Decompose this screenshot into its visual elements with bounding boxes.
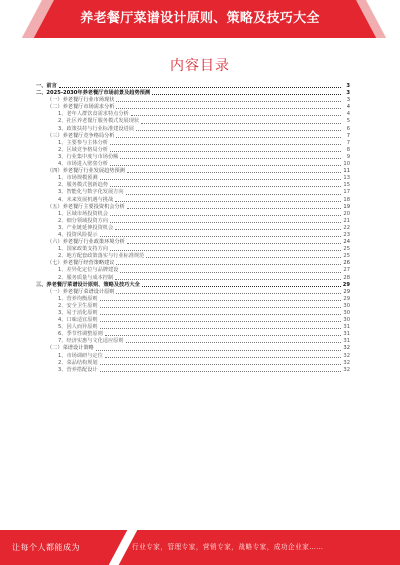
toc-entry-title: 3、政策扶持与行业标准建设进展 <box>58 125 134 132</box>
toc-leader-dots <box>100 328 341 329</box>
toc-entry-page: 29 <box>342 281 350 288</box>
toc-entry-page: 4 <box>346 111 350 118</box>
toc-entry-title: 2、服务质量与成本控制 <box>58 274 114 281</box>
footer-slogan: 让每个人都能成为 <box>12 543 80 552</box>
toc-entry-page: 10 <box>343 161 350 168</box>
toc-entry[interactable] <box>36 267 350 274</box>
toc-entry-page: 3 <box>346 83 350 89</box>
toc-leader-dots <box>115 229 341 230</box>
toc-entry-page: 24 <box>343 239 350 246</box>
toc-entry-page: 19 <box>343 203 350 210</box>
toc-entry-title: 2、细分领域投资方向 <box>58 217 108 224</box>
toc-heading: 内容目录 <box>170 58 230 74</box>
toc-entry-page: 31 <box>343 338 350 345</box>
toc-entry[interactable] <box>36 218 350 225</box>
toc-entry-page: 32 <box>343 359 350 366</box>
toc-entry-title: 1、营养均衡原则 <box>58 295 98 302</box>
toc-entry[interactable] <box>36 118 350 125</box>
toc-entry[interactable] <box>36 275 350 282</box>
toc-leader-dots <box>126 342 341 343</box>
toc-entry-page: 31 <box>343 324 350 331</box>
toc-entry-page: 29 <box>343 288 350 295</box>
toc-entry-page: 31 <box>343 331 350 338</box>
toc-entry-page: 26 <box>343 260 350 267</box>
toc-entry-page: 28 <box>343 274 350 281</box>
toc-entry-title: 4、投资风险提示 <box>58 231 98 238</box>
toc-leader-dots <box>59 87 341 88</box>
toc-leader-dots <box>110 250 341 251</box>
toc-entry-page: 6 <box>346 125 350 132</box>
toc-entry-title: 2、地方配套政策落实与行业标准规范 <box>58 253 145 260</box>
toc-entry-title: 3、产业链延伸投资机会 <box>58 224 114 231</box>
toc-entry-page: 7 <box>346 139 350 146</box>
toc-entry-title: 1、国家政策支持方向 <box>58 246 108 253</box>
toc-entry-title: 4、市场进入壁垒分析 <box>58 161 108 168</box>
toc-leader-dots <box>110 165 341 166</box>
toc-entry[interactable] <box>36 197 350 204</box>
toc-leader-dots <box>110 186 341 187</box>
toc-entry-title: 2、服务模式创新趋势 <box>58 182 108 189</box>
toc-entry[interactable] <box>36 133 350 140</box>
toc-leader-dots <box>105 357 341 358</box>
toc-entry-title: 二、2025-2030年养老餐厅市场前景及趋势预测 <box>36 90 151 97</box>
toc-leader-dots <box>110 215 341 216</box>
toc-leader-dots <box>110 151 341 152</box>
toc-leader-dots <box>116 137 341 138</box>
document-title: 养老餐厅菜谱设计原则、策略及技巧大全 <box>80 11 320 26</box>
toc-entry-page: 22 <box>343 224 350 231</box>
toc-entry-page: 21 <box>343 217 350 224</box>
toc-leader-dots <box>120 272 341 273</box>
toc-leader-dots <box>116 108 341 109</box>
toc-entry-page: 32 <box>343 352 350 359</box>
toc-entry-title: 3、行业集中度与市场份额 <box>58 153 119 160</box>
toc-entry-title: 2、菜品结构规划 <box>58 359 98 366</box>
toc-leader-dots <box>131 115 341 116</box>
toc-entry-title: （三）养老餐厅竞争格局分析 <box>47 132 115 139</box>
toc-leader-dots <box>152 94 341 95</box>
toc-entry-page: 7 <box>346 132 350 139</box>
toc-entry-title: 1、主要参与主体分析 <box>58 139 108 146</box>
toc-entry-title: 三、养老餐厅菜谱设计原则、策略及技巧大全 <box>36 281 140 288</box>
toc-entry[interactable] <box>36 147 350 154</box>
toc-entry[interactable] <box>36 289 350 296</box>
toc-entry-title: （二）养老餐厅市场需求分析 <box>47 104 115 111</box>
toc-entry-title: 3、智能化与数字化发展方向 <box>58 189 124 196</box>
toc-entry-title: 1、市场规模预测 <box>58 175 98 182</box>
toc-entry-page: 27 <box>343 267 350 274</box>
toc-entry-title: （一）养老餐厅行业市场现状 <box>47 97 115 104</box>
toc-entry[interactable] <box>36 154 350 161</box>
toc-entry-page: 17 <box>343 189 350 196</box>
toc-entry-page: 5 <box>346 118 350 125</box>
toc-leader-dots <box>116 264 341 265</box>
toc-leader-dots <box>136 130 341 131</box>
toc-leader-dots <box>127 208 341 209</box>
toc-leader-dots <box>100 321 341 322</box>
toc-entry-page: 9 <box>346 153 350 160</box>
toc-leader-dots <box>100 236 341 237</box>
toc-entry-page: 3 <box>346 97 350 104</box>
toc-entry-page: 32 <box>343 345 350 352</box>
toc-entry-title: （四）养老餐厅行业发展趋势预测 <box>47 168 125 175</box>
toc-entry-page: 4 <box>346 104 350 111</box>
toc-entry-page: 30 <box>343 310 350 316</box>
toc-leader-dots <box>120 158 341 159</box>
toc-entry[interactable] <box>36 360 350 367</box>
toc-entry-title: 2、区域竞争格局分析 <box>58 146 108 153</box>
toc-entry-title: 4、口味适宜原则 <box>58 317 98 324</box>
toc-leader-dots <box>127 243 341 244</box>
toc-entry[interactable] <box>36 353 350 360</box>
toc-entry-title: 1、老年人群饮食需求特点分析 <box>58 111 129 118</box>
toc-entry-page: 23 <box>343 231 350 238</box>
toc-entry-title: 一、前言 <box>36 83 57 89</box>
toc-entry-title: （一）养老餐厅菜谱设计原则 <box>47 288 115 295</box>
toc-leader-dots <box>115 279 341 280</box>
toc-leader-dots <box>110 222 341 223</box>
toc-leader-dots <box>100 307 341 308</box>
toc-leader-dots <box>146 257 341 258</box>
toc-entry-title: （六）养老餐厅行业政策环境分析 <box>47 239 125 246</box>
toc-entry[interactable] <box>36 282 350 289</box>
toc-leader-dots <box>100 371 341 372</box>
toc-entry-page: 11 <box>343 168 350 175</box>
toc-entry[interactable] <box>36 204 350 211</box>
toc-leader-dots <box>105 335 341 336</box>
toc-entry-title: 7、经济实惠与文化适应原则 <box>58 338 124 345</box>
toc-leader-dots <box>116 101 341 102</box>
toc-entry[interactable] <box>36 126 350 133</box>
toc-entry-page: 30 <box>343 317 350 324</box>
toc-entry-title: （七）养老餐厅经营策略建议 <box>47 260 115 267</box>
toc-entry-title: （五）养老餐厅主要投资机会分析 <box>47 203 125 210</box>
toc-entry-title: 2、社区养老餐厅服务模式发展现状 <box>58 118 140 125</box>
toc-entry[interactable] <box>36 232 350 239</box>
toc-entry-page: 15 <box>343 182 350 189</box>
toc-leader-dots <box>100 179 341 180</box>
toc-leader-dots <box>127 172 341 173</box>
toc-leader-dots <box>100 300 341 301</box>
toc-entry-title: 3、营养搭配设计 <box>58 366 98 373</box>
toc-entry-title: 1、差异化定位与品牌建设 <box>58 267 119 274</box>
toc-entry[interactable] <box>36 225 350 232</box>
toc-entry-title: 6、季节性调整原则 <box>58 331 103 338</box>
toc-entry[interactable] <box>36 189 350 196</box>
toc-entry[interactable] <box>36 140 350 147</box>
toc-entry-title: 1、区域市场投资机会 <box>58 210 108 217</box>
toc-leader-dots <box>116 293 341 294</box>
toc-entry-page: 25 <box>343 253 350 260</box>
toc-leader-dots <box>100 364 341 365</box>
toc-entry-page: 20 <box>343 210 350 217</box>
toc-leader-dots <box>126 194 341 195</box>
toc-leader-dots <box>100 314 341 315</box>
toc-entry-page: 13 <box>343 175 350 182</box>
toc-leader-dots <box>96 350 341 351</box>
toc-entry-title: 3、易于消化原则 <box>58 310 98 316</box>
table-of-contents <box>36 83 350 374</box>
toc-entry-title: 4、未来发展机遇与挑战 <box>58 196 114 203</box>
toc-entry-title: 5、因人而异原则 <box>58 324 98 331</box>
toc-leader-dots <box>110 144 341 145</box>
page-header <box>0 0 400 40</box>
toc-entry[interactable] <box>36 345 350 352</box>
toc-entry-page: 25 <box>343 246 350 253</box>
toc-entry-page: 32 <box>343 366 350 373</box>
toc-leader-dots <box>142 286 341 287</box>
toc-entry-page: 18 <box>343 196 350 203</box>
footer-tagline: 行业专家，管理专家，营销专家，战略专家，成功企业家…… <box>132 543 324 551</box>
toc-entry[interactable] <box>36 211 350 218</box>
toc-leader-dots <box>115 201 341 202</box>
toc-entry[interactable] <box>36 303 350 310</box>
toc-entry[interactable] <box>36 367 350 374</box>
toc-entry[interactable] <box>36 296 350 303</box>
toc-entry-page: 29 <box>343 295 350 302</box>
toc-entry-page: 8 <box>346 146 350 153</box>
toc-entry-page: 3 <box>346 90 350 97</box>
toc-entry-title: （二）菜谱设计策略 <box>47 345 94 352</box>
toc-entry-title: 1、市场调研与定位 <box>58 352 103 359</box>
toc-entry-title: 2、安全卫生原则 <box>58 302 98 309</box>
toc-entry-page: 30 <box>343 302 350 309</box>
page-footer <box>0 530 400 565</box>
toc-leader-dots <box>141 123 341 124</box>
